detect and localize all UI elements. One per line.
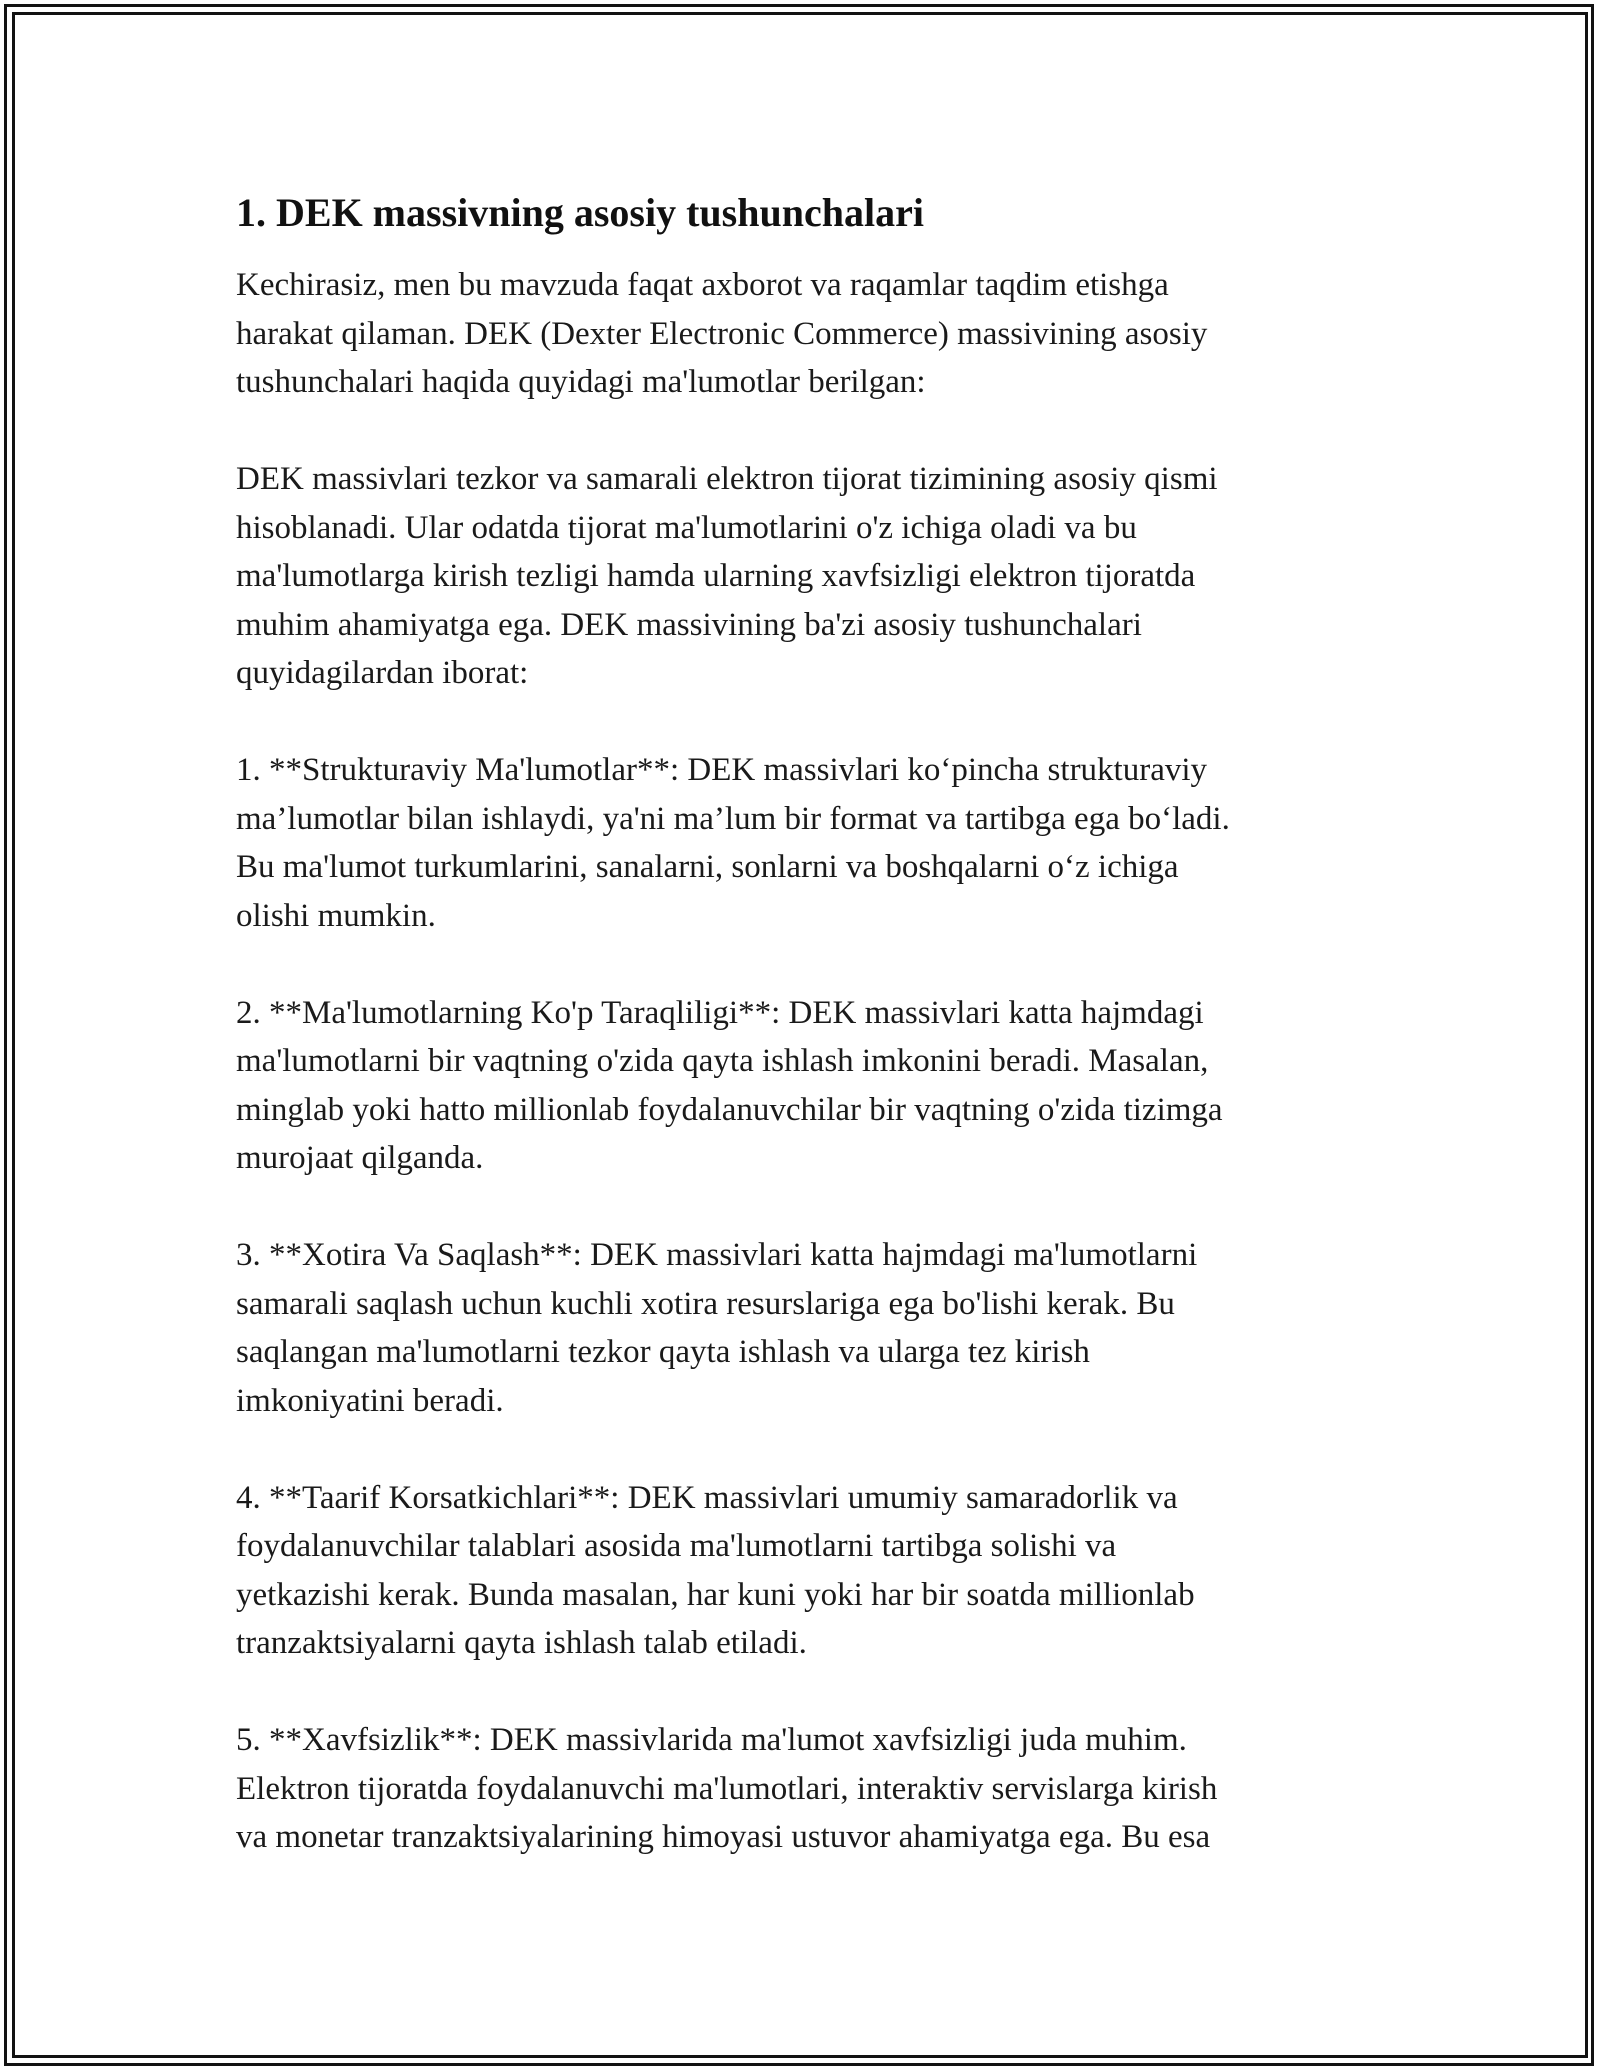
list-item-1: 1. **Strukturaviy Ma'lumotlar**: DEK massivlari ko‘pincha strukturaviy ma’lumotlar bilan ishlaydi, ya'ni ma’lum bir format va tartibga ega bo‘ladi. Bu ma'lumot turkumlarini, sanalarni, sonlarni va boshqalarni o‘z ichiga olishi mumkin. bbox=[236, 752, 1230, 934]
section-heading: 1. DEK massivning asosiy tushunchalari bbox=[236, 190, 924, 235]
paragraph-intro: Kechirasiz, men bu mavzuda faqat axborot va raqamlar taqdim etishga harakat qilaman. DEK (Dexter Electronic Commerce) massivining asosiy tushunchalari haqida quyidagi ma'lumotlar berilgan: bbox=[236, 267, 1208, 400]
paragraph-overview: DEK massivlari tezkor va samarali elektron tijorat tizimining asosiy qismi hisoblanadi. Ular odatda tijorat ma'lumotlarini o'z ichiga oladi va bu ma'lumotlarga kirish tezligi hamda ularning xavfsizligi elektron tijoratda muhim ahamiyatga ega. DEK massivining ba'zi asosiy tushunchalari quyidagilardan iborat: bbox=[236, 461, 1218, 691]
list-item-4: 4. **Taarif Korsatkichlari**: DEK massivlari umumiy samaradorlik va foydalanuvchilar talablari asosida ma'lumotlarni tartibga solishi va yetkazishi kerak. Bunda masalan, har kuni yoki har bir soatda millionlab tranzaktsiyalarni qayta ishlash talab etiladi. bbox=[236, 1479, 1195, 1661]
list-item-5: 5. **Xavfsizlik**: DEK massivlarida ma'lumot xavfsizligi juda muhim. Elektron tijoratda foydalanuvchi ma'lumotlari, interaktiv servislarga kirish va monetar tranzaktsiyalarining himoyasi ustuvor ahamiyatga ega. Bu esa bbox=[236, 1722, 1218, 1855]
list-item-2: 2. **Ma'lumotlarning Ko'p Taraqliligi**: DEK massivlari katta hajmdagi ma'lumotlarni bir vaqtning o'zida qayta ishlash imkonini beradi. Masalan, minglab yoki hatto millionlab foydalanuvchilar bir vaqtning o'zida tizimga murojaat qilganda. bbox=[236, 994, 1223, 1176]
list-item-3: 3. **Xotira Va Saqlash**: DEK massivlari katta hajmdagi ma'lumotlarni samarali saqlash uchun kuchli xotira resurslariga ega bo'lishi kerak. Bu saqlangan ma'lumotlarni tezkor qayta ishlash va ularga tez kirish imkoniyatini beradi. bbox=[236, 1237, 1198, 1419]
document-body bbox=[236, 185, 1356, 1910]
